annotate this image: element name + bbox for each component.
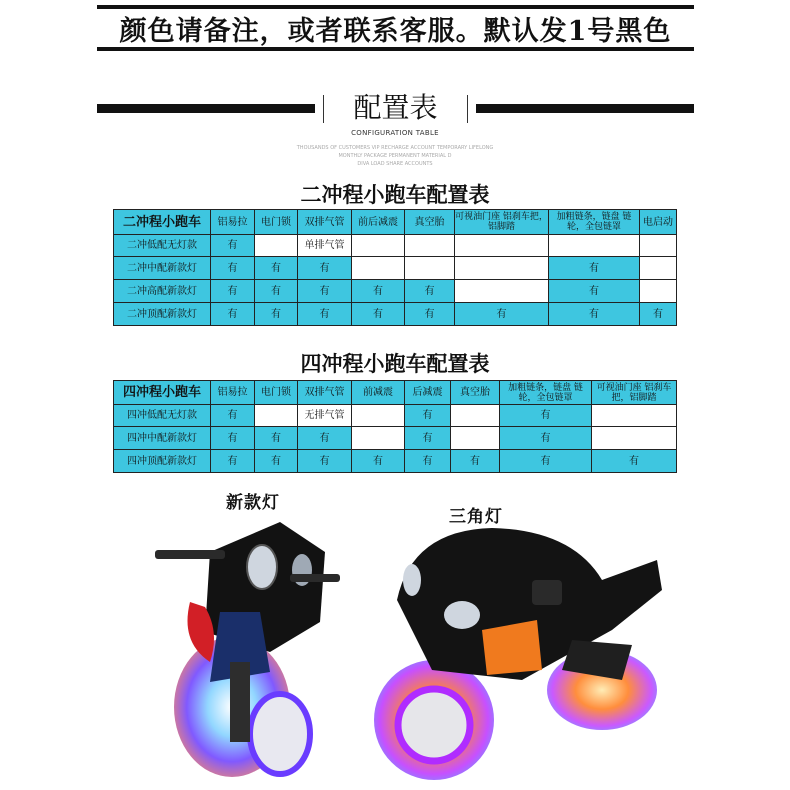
title-divider-left: [323, 95, 324, 123]
table-cell: 有: [211, 427, 255, 450]
header-cell: 前后减震: [352, 210, 405, 235]
table-cell: [255, 235, 298, 257]
table-cell: 有: [352, 280, 405, 303]
table-cell: 有: [549, 257, 640, 280]
table-cell: [640, 235, 677, 257]
table-cell: [255, 405, 298, 427]
header-cell: 双排气管: [298, 381, 352, 405]
row-name-cell: 四冲低配无灯款: [114, 405, 211, 427]
bike-front-view-image: [150, 512, 350, 782]
table-row: [114, 235, 677, 257]
table-cell: [352, 257, 405, 280]
four-stroke-header-row: [114, 381, 677, 405]
table-row: [114, 405, 677, 427]
two-stroke-table-title: 二冲程小跑车配置表: [300, 182, 490, 207]
table-cell: [592, 427, 677, 450]
table-cell: 有: [455, 303, 549, 326]
table-cell: 有: [405, 303, 455, 326]
row-name-cell: 二冲顶配新款灯: [114, 303, 211, 326]
table-cell: 有: [255, 450, 298, 473]
table-cell: [405, 235, 455, 257]
header-cell: 铝易拉: [211, 210, 255, 235]
table-cell: [352, 235, 405, 257]
table-cell: 有: [549, 303, 640, 326]
table-cell: 有: [405, 280, 455, 303]
table-row: [114, 450, 677, 473]
table-cell: 有: [500, 427, 592, 450]
table-cell: 有: [500, 405, 592, 427]
header-cell: 真空胎: [451, 381, 500, 405]
table-cell: 有: [211, 257, 255, 280]
header-cell: 前减震: [352, 381, 405, 405]
two-stroke-config-table: [113, 209, 677, 326]
table-cell: 有: [405, 427, 451, 450]
table-cell: 有: [255, 427, 298, 450]
table-cell: 有: [640, 303, 677, 326]
two-stroke-header-row: [114, 210, 677, 235]
four-stroke-table-title: 四冲程小跑车配置表: [300, 351, 490, 376]
table-cell: 有: [352, 303, 405, 326]
bike-side-view-image: [372, 520, 672, 788]
header-cell: 双排气管: [298, 210, 352, 235]
section-title: [97, 90, 694, 130]
header-cell: 铝易拉: [211, 381, 255, 405]
table-cell: [455, 257, 549, 280]
bike-caption-triangle-light: 三角灯: [449, 507, 503, 527]
table-cell: 有: [405, 405, 451, 427]
table-row: [114, 303, 677, 326]
row-name-cell: 四冲顶配新款灯: [114, 450, 211, 473]
table-cell: 有: [549, 280, 640, 303]
table-cell: 有: [211, 280, 255, 303]
header-cell: 电启动: [640, 210, 677, 235]
table-cell: [455, 235, 549, 257]
header-cell: 四冲程小跑车: [114, 381, 211, 405]
table-cell: [352, 405, 405, 427]
table-cell: [640, 257, 677, 280]
header-cell: 电门锁: [255, 381, 298, 405]
banner-text: 颜色请备注，或者联系客服。默认发1号黑色: [119, 15, 672, 47]
page-title: 配置表: [353, 91, 438, 124]
table-cell: [549, 235, 640, 257]
title-bar-right: [476, 104, 694, 113]
table-cell: [405, 257, 455, 280]
table-cell: [451, 405, 500, 427]
table-cell: 有: [298, 257, 352, 280]
table-row: [114, 427, 677, 450]
page-subtitle: CONFIGURATION TABLE: [351, 129, 439, 137]
table-cell: [640, 280, 677, 303]
row-name-cell: 二冲低配无灯款: [114, 235, 211, 257]
table-row: [114, 257, 677, 280]
table-cell: 有: [592, 450, 677, 473]
table-cell: 无排气管: [298, 405, 352, 427]
row-name-cell: 四冲中配新款灯: [114, 427, 211, 450]
title-divider-right: [467, 95, 468, 123]
header-cell: 真空胎: [405, 210, 455, 235]
fine-print-1: THOUSANDS OF CUSTOMERS VIP RECHARGE ACCOUNT TEMPORARY LIFELONG: [296, 145, 494, 151]
header-cell: 加粗链条，链盘 链轮，全包链罩: [549, 210, 640, 235]
table-cell: 有: [298, 450, 352, 473]
header-cell: 电门锁: [255, 210, 298, 235]
table-cell: 单排气管: [298, 235, 352, 257]
title-bar-left: [97, 104, 315, 113]
row-name-cell: 二冲高配新款灯: [114, 280, 211, 303]
row-name-cell: 二冲中配新款灯: [114, 257, 211, 280]
header-cell: 可视油门座 铝刹车把，铝脚踏: [455, 210, 549, 235]
table-cell: 有: [298, 280, 352, 303]
table-cell: 有: [451, 450, 500, 473]
table-cell: 有: [211, 235, 255, 257]
table-cell: 有: [255, 303, 298, 326]
table-cell: 有: [500, 450, 592, 473]
header-cell: 可视油门座 铝刹车把，铝脚踏: [592, 381, 677, 405]
four-stroke-config-table: [113, 380, 677, 473]
header-cell: 加粗链条，链盘 链轮，全包链罩: [500, 381, 592, 405]
table-cell: [592, 405, 677, 427]
header-cell: 后减震: [405, 381, 451, 405]
fine-print-3: DIVA LOAD SHARE ACCOUNTS: [357, 161, 433, 167]
table-cell: [352, 427, 405, 450]
table-cell: 有: [211, 405, 255, 427]
table-cell: 有: [298, 303, 352, 326]
header-cell: 二冲程小跑车: [114, 210, 211, 235]
table-cell: 有: [211, 303, 255, 326]
color-note-banner: [97, 5, 694, 51]
bike-caption-new-light: 新款灯: [226, 493, 280, 513]
table-cell: [455, 280, 549, 303]
fine-print-2: MONTHLY PACKAGE PERMANENT MATERIAL D: [338, 153, 452, 159]
table-cell: 有: [405, 450, 451, 473]
table-cell: 有: [211, 450, 255, 473]
table-cell: 有: [255, 280, 298, 303]
table-cell: 有: [298, 427, 352, 450]
table-cell: 有: [352, 450, 405, 473]
table-cell: 有: [255, 257, 298, 280]
table-row: [114, 280, 677, 303]
table-cell: [451, 427, 500, 450]
